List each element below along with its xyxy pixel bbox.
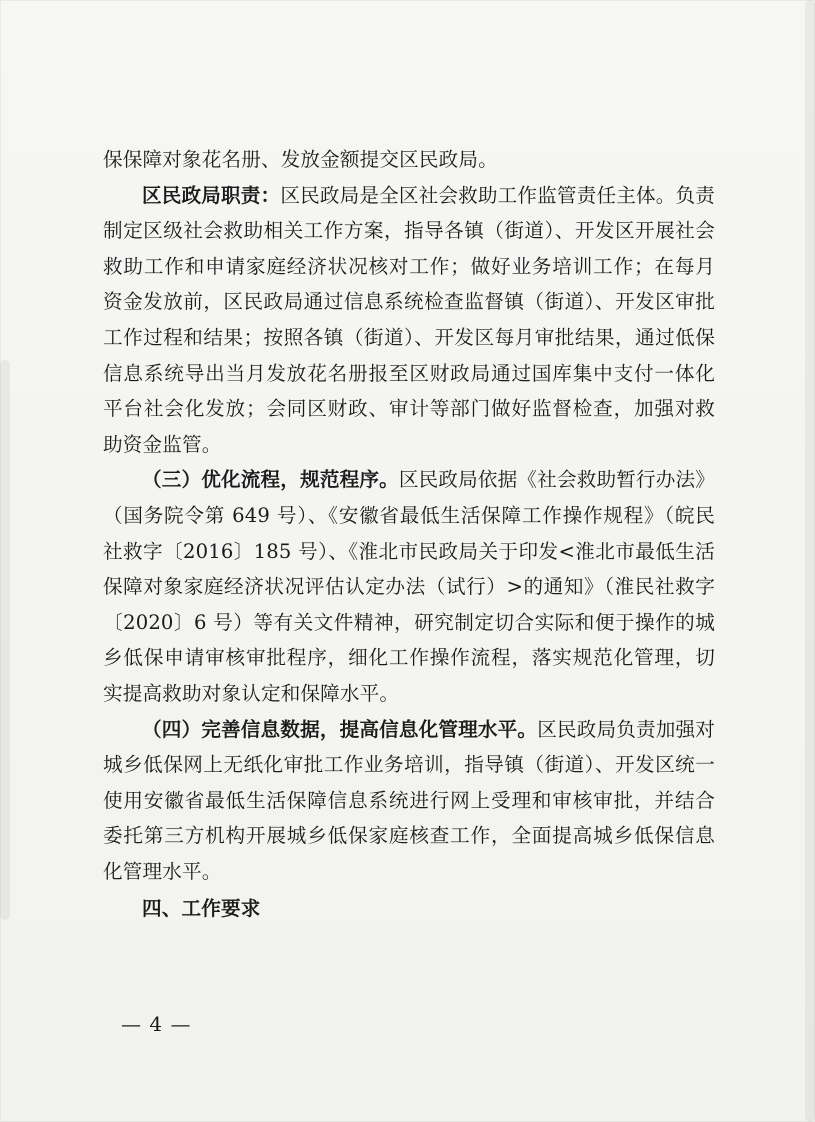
- paragraph-1: 保保障对象花名册、发放金额提交区民政局。: [103, 148, 498, 171]
- paragraph-3-text: 区民政局依据《社会救助暂行办法》（国务院令第 649 号）、《安徽省最低生活保障工作操作规程》（皖民社救字〔2016〕185 号）、《淮北市民政局关于印发<淮北市最低生活保障对象家庭经济状况评估认定办法（试行）>的通知》（淮民社救字〔2020〕6 号）等有关文件精神，研究制定切合实际和便于操作的城乡低保申请审核审批程序，细化工作操作流程，落实规范化管理，切实提高救助对象认定和保障水平。: [103, 468, 716, 705]
- scan-shadow-right: [805, 0, 815, 1122]
- paragraph-2: [103, 178, 715, 463]
- paragraph-4-text: 区民政局负责加强对城乡低保网上无纸化审批工作业务培训，指导镇（街道）、开发区统一使用安徽省最低生活保障信息系统进行网上受理和审核审批，并结合委托第三方机构开展城乡低保家庭核查工作，全面提高城乡低保信息化管理水平。: [103, 717, 716, 883]
- document-body: [103, 142, 715, 927]
- paragraph-3: [103, 462, 715, 711]
- page-number: — 4 —: [121, 1012, 192, 1036]
- paragraph-4: [103, 712, 715, 890]
- paragraph-2-label: 区民政局职责：: [142, 183, 281, 207]
- scan-shadow-left: [0, 360, 10, 920]
- paragraph-4-label: （四）完善信息数据，提高信息化管理水平。: [142, 717, 538, 741]
- paragraph-2-text: 区民政局是全区社会救助工作监管责任主体。负责制定区级社会救助相关工作方案，指导各镇（街道）、开发区开展社会救助工作和申请家庭经济状况核对工作；做好业务培训工作；在每月资金发放前，区民政局通过信息系统检查监督镇（街道）、开发区审批工作过程和结果；按照各镇（街道）、开发区每月审批结果，通过低保信息系统导出当月发放花名册报至区财政局通过国库集中支付一体化平台社会化发放；会同区财政、审计等部门做好监督检查，加强对救助资金监管。: [103, 183, 715, 456]
- section-heading: 四、工作要求: [142, 897, 261, 921]
- paragraph-3-label: （三）优化流程，规范程序。: [142, 468, 399, 492]
